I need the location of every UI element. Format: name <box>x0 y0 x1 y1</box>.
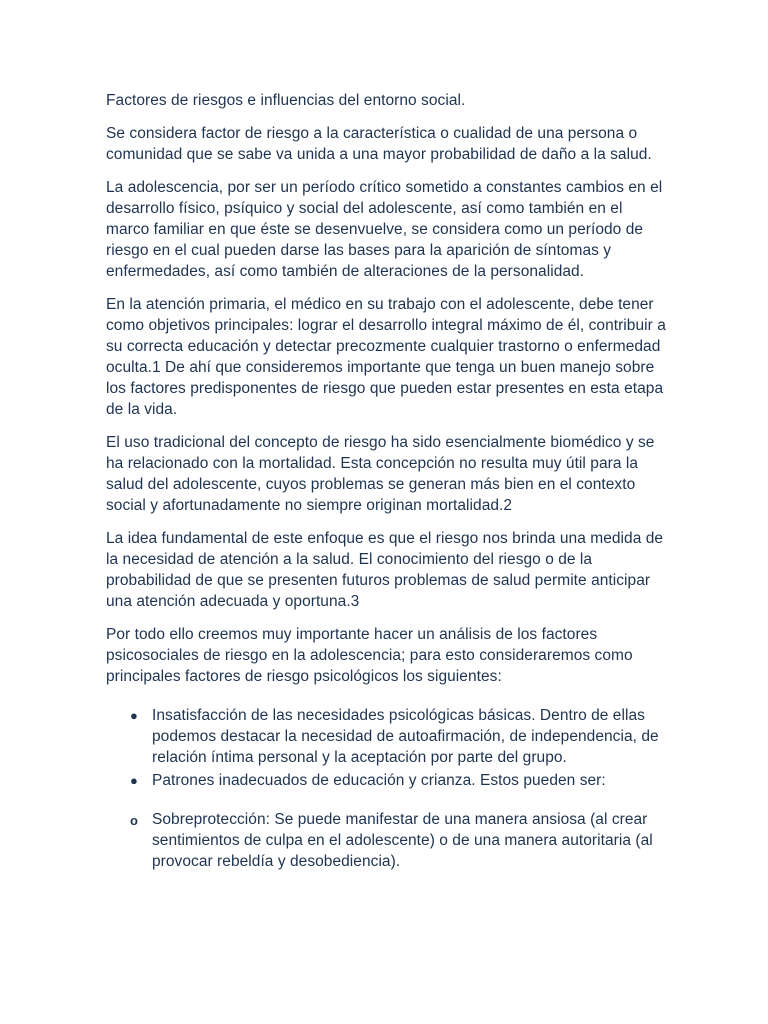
paragraph-4: El uso tradicional del concepto de riesgo ha sido esencialmente biomédico y se ha relacionado con la mortalidad. Esta concepción no resulta muy útil para la salud del adolescente, cuyos problemas se generan más bien en el contexto social y afortunadamente no siempre originan mortalidad.2 <box>106 434 655 514</box>
bullet-icon: ● <box>130 773 138 788</box>
list-item-text: Patrones inadecuados de educación y crianza. Estos pueden ser: <box>152 772 606 789</box>
paragraph-5: La idea fundamental de este enfoque es que el riesgo nos brinda una medida de la necesidad de atención a la salud. El conocimiento del riesgo o de la probabilidad de que se presenten futuros problemas de salud permite anticipar una atención adecuada y oportuna.3 <box>106 530 664 610</box>
list-item <box>106 705 666 768</box>
list-item-text: Insatisfacción de las necesidades psicológicas básicas. Dentro de ellas podemos destacar la necesidad de autoafirmación, de independencia, de relación íntima personal y la aceptación por parte del grupo. <box>152 707 659 766</box>
bullet-list <box>106 705 666 791</box>
sub-list-item <box>106 809 666 872</box>
paragraph-3: En la atención primaria, el médico en su trabajo con el adolescente, debe tener como objetivos principales: lograr el desarrollo integral máximo de él, contribuir a su correcta educación y detectar precozmente cualquier trastorno o enfermedad oculta.1 De ahí que consideremos importante que tenga un buen manejo sobre los factores predisponentes de riesgo que pueden estar presentes en esta etapa de la vida. <box>106 296 666 418</box>
document-title: Factores de riesgos e influencias del entorno social. <box>106 92 466 109</box>
paragraph-2: La adolescencia, por ser un período crítico sometido a constantes cambios en el desarrollo físico, psíquico y social del adolescente, así como también en el marco familiar en que éste se desenvuelve, se considera como un período de riesgo en el cual pueden darse las bases para la aparición de síntomas y enfermedades, así como también de alteraciones de la personalidad. <box>106 179 663 280</box>
circle-bullet-icon: o <box>130 813 138 828</box>
bullet-icon: ● <box>130 708 138 723</box>
list-item <box>106 770 666 791</box>
paragraph-6: Por todo ello creemos muy importante hacer un análisis de los factores psicosociales de riesgo en la adolescencia; para esto consideraremos como principales factores de riesgo psicológicos los siguientes: <box>106 626 633 685</box>
sub-list-item-text: Sobreprotección: Se puede manifestar de una manera ansiosa (al crear sentimientos de culpa en el adolescente) o de una manera autoritaria (al provocar rebeldía y desobediencia). <box>152 811 653 870</box>
paragraph-1: Se considera factor de riesgo a la característica o cualidad de una persona o comunidad que se sabe va unida a una mayor probabilidad de daño a la salud. <box>106 125 652 163</box>
document-page <box>106 90 666 872</box>
